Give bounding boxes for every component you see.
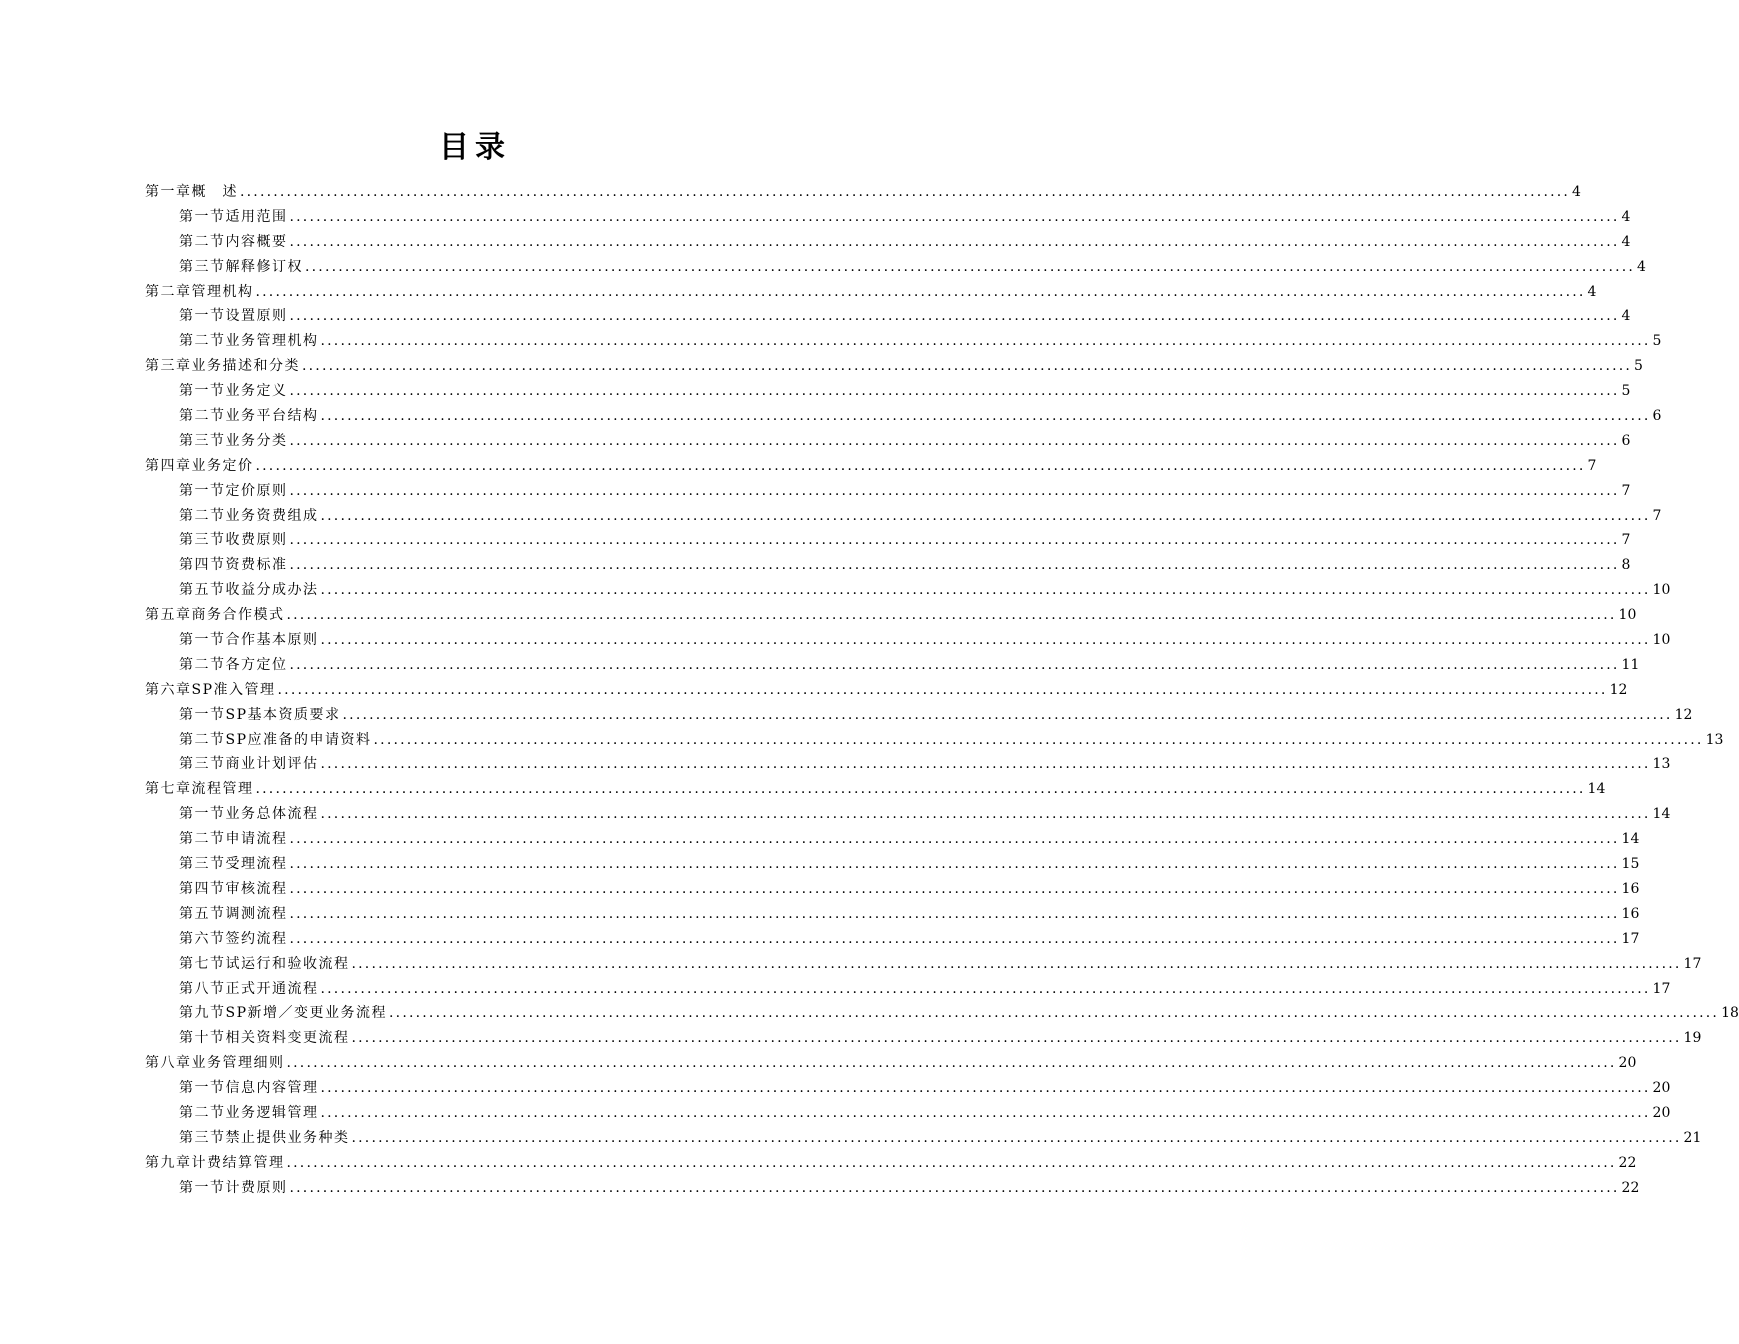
toc-entry-page-number: 16 <box>1621 905 1640 922</box>
toc-dot-leader: ........................................................................................................................................................................................................ <box>373 731 1704 748</box>
toc-entry-title: 流程管理 <box>191 781 254 798</box>
toc-entry-page-number: 10 <box>1652 632 1671 649</box>
toc-section-entry[interactable] <box>145 628 1671 653</box>
toc-entry-title: 签约流程 <box>225 930 288 947</box>
toc-entry-page-number: 14 <box>1652 806 1671 823</box>
toc-entry-title: SP新增／变更业务流程 <box>225 1005 388 1022</box>
toc-entry-number: 第三章 <box>145 358 192 375</box>
toc-dot-leader: ........................................................................................................................................................................................................ <box>351 1030 1682 1047</box>
toc-entry-title: 内容概要 <box>225 233 288 250</box>
toc-entry-page-number: 10 <box>1652 582 1671 599</box>
toc-entry-title: 解释修订权 <box>225 258 303 275</box>
toc-entry-title: 业务管理机构 <box>225 333 319 350</box>
toc-entry-title: 业务定义 <box>225 383 288 400</box>
toc-entry-title: SP基本资质要求 <box>225 706 341 723</box>
toc-entry-number: 第七章 <box>145 781 192 798</box>
toc-entry-number: 第一节 <box>179 632 226 649</box>
toc-section-entry[interactable] <box>145 1076 1671 1101</box>
toc-section-entry[interactable] <box>145 578 1671 603</box>
toc-section-entry[interactable] <box>145 1176 1640 1201</box>
toc-entry-page-number: 4 <box>1572 184 1581 200</box>
toc-entry-number: 第二节 <box>179 507 226 524</box>
toc-entry-page-number: 5 <box>1621 383 1631 400</box>
toc-chapter-entry[interactable] <box>145 180 1581 205</box>
toc-section-entry[interactable] <box>145 304 1631 329</box>
toc-entry-page-number: 14 <box>1621 831 1640 848</box>
toc-entry-title: 审核流程 <box>225 880 288 897</box>
toc-entry-number: 第二节 <box>179 731 226 748</box>
toc-dot-leader: ........................................................................................................................................................................................................ <box>289 1179 1620 1196</box>
toc-chapter-entry[interactable] <box>145 280 1597 305</box>
toc-entry-number: 第一节 <box>179 308 226 325</box>
toc-entry-number: 第一节 <box>179 1179 226 1196</box>
toc-entry-title: 业务总体流程 <box>225 806 319 823</box>
toc-entry-title: 试运行和验收流程 <box>225 955 350 972</box>
toc-section-entry[interactable] <box>145 802 1671 827</box>
toc-section-entry[interactable] <box>145 653 1640 678</box>
toc-entry-page-number: 21 <box>1683 1129 1702 1146</box>
toc-dot-leader: ........................................................................................................................................................................................................ <box>289 557 1620 574</box>
toc-entry-title: 业务定价 <box>191 457 254 474</box>
toc-entry-page-number: 7 <box>1621 482 1631 499</box>
toc-dot-leader: ........................................................................................................................................................................................................ <box>320 1080 1651 1097</box>
toc-entry-title: 业务资费组成 <box>225 507 319 524</box>
toc-entry-number: 第六章 <box>145 681 192 698</box>
toc-entry-title: SP应准备的申请资料 <box>225 731 372 748</box>
toc-entry-page-number: 11 <box>1621 656 1640 673</box>
toc-entry-title: 收益分成办法 <box>225 582 319 599</box>
toc-dot-leader: ........................................................................................................................................................................................................ <box>320 806 1651 823</box>
toc-entry-page-number: 13 <box>1705 731 1724 748</box>
toc-section-entry[interactable] <box>145 1026 1702 1051</box>
toc-dot-leader: ........................................................................................................................................................................................................ <box>240 184 1571 200</box>
toc-entry-title: 申请流程 <box>225 831 288 848</box>
toc-entry-number: 第一节 <box>179 806 226 823</box>
toc-entry-title: 业务分类 <box>225 432 288 449</box>
toc-entry-number: 第二节 <box>179 656 226 673</box>
toc-dot-leader: ........................................................................................................................................................................................................ <box>286 1154 1617 1171</box>
toc-entry-number: 第九节 <box>179 1005 226 1022</box>
toc-dot-leader: ........................................................................................................................................................................................................ <box>289 208 1620 225</box>
toc-entry-number: 第五节 <box>179 905 226 922</box>
toc-dot-leader: ........................................................................................................................................................................................................ <box>320 1104 1651 1121</box>
toc-entry-page-number: 15 <box>1621 856 1640 873</box>
toc-chapter-entry[interactable] <box>145 678 1628 703</box>
toc-section-entry[interactable] <box>145 404 1662 429</box>
toc-entry-page-number: 6 <box>1621 432 1631 449</box>
toc-entry-title: 合作基本原则 <box>225 632 319 649</box>
toc-dot-leader: ........................................................................................................................................................................................................ <box>289 880 1620 897</box>
toc-entry-title: 调测流程 <box>225 905 288 922</box>
toc-entry-page-number: 20 <box>1618 1055 1637 1072</box>
toc-entry-number: 第一节 <box>179 1080 226 1097</box>
toc-entry-page-number: 18 <box>1721 1005 1739 1022</box>
toc-section-entry[interactable] <box>145 379 1631 404</box>
toc-entry-number: 第一节 <box>179 706 226 723</box>
toc-entry-number: 第一章 <box>145 184 192 200</box>
toc-dot-leader: ........................................................................................................................................................................................................ <box>342 706 1673 723</box>
toc-entry-page-number: 4 <box>1621 308 1631 325</box>
toc-entry-title: 受理流程 <box>225 856 288 873</box>
toc-entry-title: 业务平台结构 <box>225 408 319 425</box>
toc-section-entry[interactable] <box>145 528 1631 553</box>
toc-section-entry[interactable] <box>145 902 1640 927</box>
toc-dot-leader: ........................................................................................................................................................................................................ <box>289 905 1620 922</box>
toc-entry-title: 管理机构 <box>191 283 254 300</box>
toc-entry-page-number: 12 <box>1674 706 1693 723</box>
toc-entry-title: 商务合作模式 <box>191 607 285 624</box>
toc-section-entry[interactable] <box>145 827 1640 852</box>
toc-section-entry[interactable] <box>145 429 1631 454</box>
toc-chapter-entry[interactable] <box>145 354 1643 379</box>
toc-entry-page-number: 13 <box>1652 756 1671 773</box>
toc-entry-page-number: 6 <box>1652 408 1662 425</box>
toc-section-entry[interactable] <box>145 1101 1671 1126</box>
toc-entry-title: 信息内容管理 <box>225 1080 319 1097</box>
toc-entry-number: 第二节 <box>179 1104 226 1121</box>
toc-entry-number: 第八章 <box>145 1055 192 1072</box>
toc-entry-page-number: 4 <box>1637 258 1646 275</box>
toc-entry-number: 第二节 <box>179 233 226 250</box>
toc-chapter-entry[interactable] <box>145 603 1637 628</box>
toc-dot-leader: ........................................................................................................................................................................................................ <box>286 607 1617 624</box>
toc-section-entry[interactable] <box>145 205 1631 230</box>
toc-entry-page-number: 7 <box>1587 457 1597 474</box>
toc-entry-number: 第三节 <box>179 258 226 275</box>
toc-dot-leader: ........................................................................................................................................................................................................ <box>289 930 1620 947</box>
toc-section-entry[interactable] <box>145 852 1640 877</box>
toc-entry-number: 第四章 <box>145 457 192 474</box>
toc-entry-page-number: 4 <box>1621 233 1631 250</box>
toc-entry-title: 资费标准 <box>225 557 288 574</box>
toc-entry-page-number: 19 <box>1683 1030 1702 1047</box>
toc-dot-leader: ........................................................................................................................................................................................................ <box>255 283 1586 300</box>
toc-entry-number: 第三节 <box>179 432 226 449</box>
toc-list <box>145 180 1739 1201</box>
toc-dot-leader: ........................................................................................................................................................................................................ <box>255 781 1586 798</box>
toc-entry-title: 定价原则 <box>225 482 288 499</box>
toc-entry-number: 第一节 <box>179 482 226 499</box>
toc-entry-title: 正式开通流程 <box>225 980 319 997</box>
toc-entry-page-number: 20 <box>1652 1080 1671 1097</box>
toc-entry-number: 第三节 <box>179 756 226 773</box>
toc-dot-leader: ........................................................................................................................................................................................................ <box>320 632 1651 649</box>
toc-entry-number: 第五节 <box>179 582 226 599</box>
toc-chapter-entry[interactable] <box>145 1051 1637 1076</box>
toc-entry-number: 第五章 <box>145 607 192 624</box>
toc-entry-page-number: 4 <box>1587 283 1597 300</box>
toc-entry-number: 第十节 <box>179 1030 226 1047</box>
toc-dot-leader: ........................................................................................................................................................................................................ <box>289 383 1620 400</box>
toc-dot-leader: ........................................................................................................................................................................................................ <box>351 955 1682 972</box>
toc-entry-page-number: 4 <box>1621 208 1631 225</box>
toc-entry-number: 第二节 <box>179 408 226 425</box>
toc-entry-page-number: 22 <box>1621 1179 1640 1196</box>
toc-dot-leader: ........................................................................................................................................................................................................ <box>305 258 1636 275</box>
toc-entry-number: 第四节 <box>179 880 226 897</box>
toc-entry-number: 第二节 <box>179 831 226 848</box>
toc-section-entry[interactable] <box>145 1126 1702 1151</box>
toc-entry-title: 相关资料变更流程 <box>225 1030 350 1047</box>
toc-entry-page-number: 20 <box>1652 1104 1671 1121</box>
toc-dot-leader: ........................................................................................................................................................................................................ <box>320 582 1651 599</box>
toc-dot-leader: ........................................................................................................................................................................................................ <box>289 432 1620 449</box>
toc-entry-page-number: 17 <box>1652 980 1671 997</box>
toc-entry-number: 第三节 <box>179 856 226 873</box>
toc-section-entry[interactable] <box>145 728 1724 753</box>
toc-entry-number: 第三节 <box>179 1129 226 1146</box>
toc-entry-number: 第八节 <box>179 980 226 997</box>
toc-dot-leader: ........................................................................................................................................................................................................ <box>289 482 1620 499</box>
toc-entry-number: 第九章 <box>145 1154 192 1171</box>
toc-section-entry[interactable] <box>145 1001 1739 1026</box>
toc-entry-page-number: 12 <box>1609 681 1628 698</box>
toc-entry-title: 各方定位 <box>225 656 288 673</box>
toc-entry-title: 收费原则 <box>225 532 288 549</box>
toc-dot-leader: ........................................................................................................................................................................................................ <box>320 333 1651 350</box>
toc-entry-page-number: 14 <box>1587 781 1606 798</box>
toc-section-entry[interactable] <box>145 877 1640 902</box>
toc-entry-title: 计费原则 <box>225 1179 288 1196</box>
toc-section-entry[interactable] <box>145 977 1671 1002</box>
toc-section-entry[interactable] <box>145 479 1631 504</box>
toc-section-entry[interactable] <box>145 230 1631 255</box>
toc-section-entry[interactable] <box>145 329 1662 354</box>
toc-entry-page-number: 8 <box>1621 557 1631 574</box>
toc-entry-title: 业务逻辑管理 <box>225 1104 319 1121</box>
toc-entry-page-number: 10 <box>1618 607 1637 624</box>
toc-dot-leader: ........................................................................................................................................................................................................ <box>289 831 1620 848</box>
toc-dot-leader: ........................................................................................................................................................................................................ <box>320 408 1651 425</box>
toc-chapter-entry[interactable] <box>145 454 1597 479</box>
toc-entry-page-number: 22 <box>1618 1154 1637 1171</box>
toc-dot-leader: ........................................................................................................................................................................................................ <box>320 756 1651 773</box>
toc-entry-page-number: 7 <box>1652 507 1662 524</box>
toc-entry-page-number: 17 <box>1683 955 1702 972</box>
toc-entry-page-number: 17 <box>1621 930 1640 947</box>
toc-section-entry[interactable] <box>145 703 1693 728</box>
toc-entry-title: 禁止提供业务种类 <box>225 1129 350 1146</box>
toc-chapter-entry[interactable] <box>145 777 1606 802</box>
toc-entry-title: 设置原则 <box>225 308 288 325</box>
toc-entry-title: 商业计划评估 <box>225 756 319 773</box>
toc-entry-number: 第四节 <box>179 557 226 574</box>
toc-entry-number: 第一节 <box>179 383 226 400</box>
toc-dot-leader: ........................................................................................................................................................................................................ <box>289 532 1620 549</box>
toc-dot-leader: ........................................................................................................................................................................................................ <box>351 1129 1682 1146</box>
toc-entry-page-number: 7 <box>1621 532 1631 549</box>
toc-dot-leader: ........................................................................................................................................................................................................ <box>289 233 1620 250</box>
toc-entry-page-number: 5 <box>1652 333 1662 350</box>
toc-section-entry[interactable] <box>145 952 1702 977</box>
toc-dot-leader: ........................................................................................................................................................................................................ <box>289 308 1620 325</box>
toc-entry-title: SP准入管理 <box>191 681 276 698</box>
toc-section-entry[interactable] <box>145 927 1640 952</box>
toc-section-entry[interactable] <box>145 504 1662 529</box>
toc-dot-leader: ........................................................................................................................................................................................................ <box>255 457 1586 474</box>
toc-dot-leader: ........................................................................................................................................................................................................ <box>302 358 1633 375</box>
toc-entry-number: 第六节 <box>179 930 226 947</box>
toc-section-entry[interactable] <box>145 752 1671 777</box>
toc-chapter-entry[interactable] <box>145 1151 1637 1176</box>
toc-entry-number: 第三节 <box>179 532 226 549</box>
toc-entry-page-number: 16 <box>1621 880 1640 897</box>
toc-entry-title: 适用范围 <box>225 208 288 225</box>
toc-title: 目录 <box>439 130 511 165</box>
toc-section-entry[interactable] <box>145 553 1631 578</box>
toc-entry-number: 第二章 <box>145 283 192 300</box>
toc-entry-title: 计费结算管理 <box>191 1154 285 1171</box>
toc-entry-number: 第一节 <box>179 208 226 225</box>
toc-entry-title: 概 述 <box>191 184 238 200</box>
toc-dot-leader: ........................................................................................................................................................................................................ <box>286 1055 1617 1072</box>
toc-dot-leader: ........................................................................................................................................................................................................ <box>289 656 1620 673</box>
toc-entry-page-number: 5 <box>1634 358 1643 375</box>
toc-entry-title: 业务描述和分类 <box>191 358 300 375</box>
toc-section-entry[interactable] <box>145 255 1646 280</box>
toc-entry-number: 第二节 <box>179 333 226 350</box>
toc-dot-leader: ........................................................................................................................................................................................................ <box>389 1005 1720 1022</box>
toc-dot-leader: ........................................................................................................................................................................................................ <box>320 980 1651 997</box>
toc-dot-leader: ........................................................................................................................................................................................................ <box>320 507 1651 524</box>
toc-entry-title: 业务管理细则 <box>191 1055 285 1072</box>
toc-dot-leader: ........................................................................................................................................................................................................ <box>289 856 1620 873</box>
toc-entry-number: 第七节 <box>179 955 226 972</box>
toc-dot-leader: ........................................................................................................................................................................................................ <box>277 681 1608 698</box>
